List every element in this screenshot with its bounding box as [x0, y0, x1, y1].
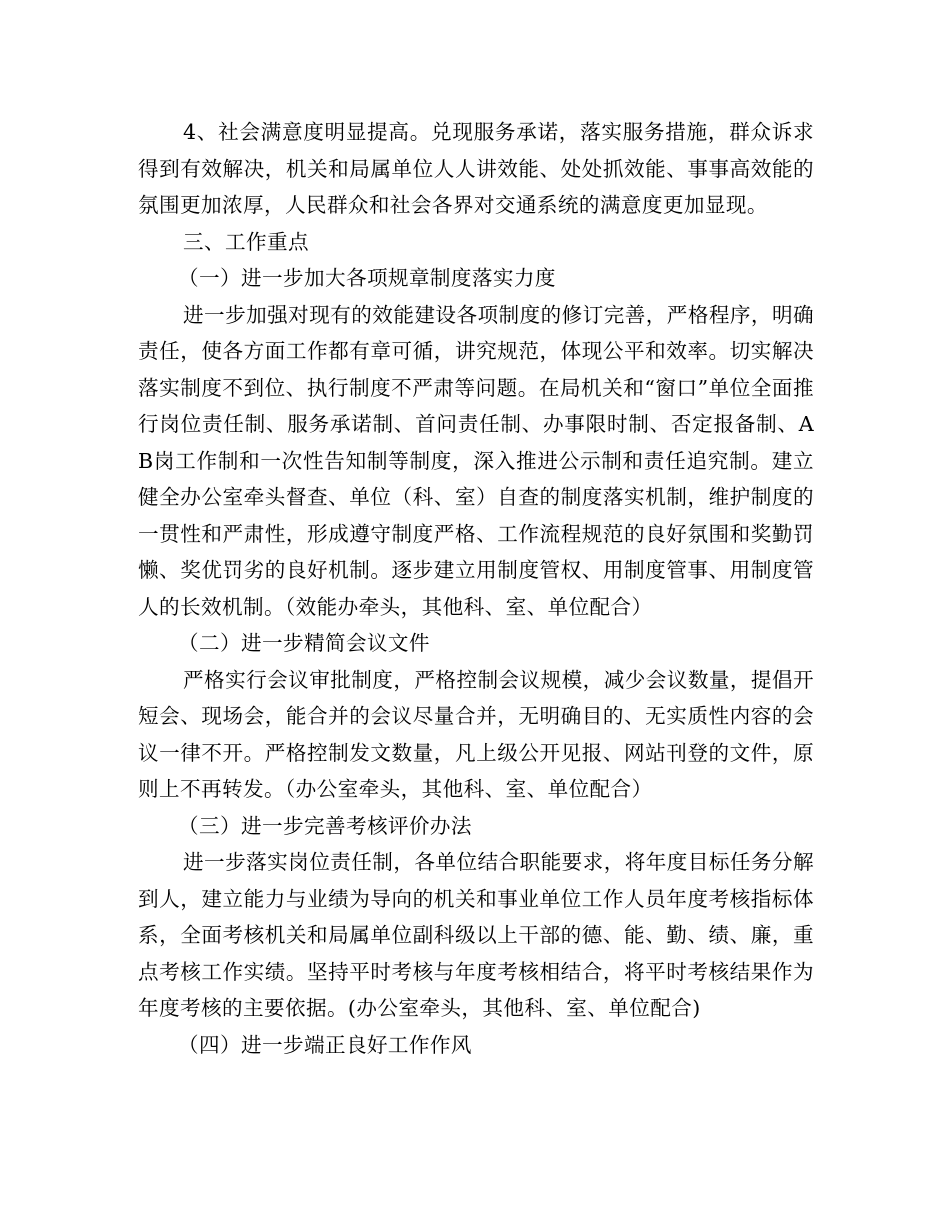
- subheading-assessment-methods: （三）进一步完善考核评价办法: [178, 813, 472, 838]
- subheading-rules-implementation: （一）进一步加大各项规章制度落实力度: [178, 266, 556, 290]
- paragraph-rules-implementation: 进一步加强对现有的效能建设各项制度的修订完善，严格程序，明确责任，使各方面工作都有章可循，讲究规范，体现公平和效率。切实解决落实制度不到位、执行制度不严肃等问题。在局机关和“窗口”单位全面推行岗位责任制、服务承诺制、首问责任制、办事限时制、否定报备制、AB岗工作制和一次性告知制等制度，深入推进公示制和责任追究制。建立健全办公室牵头督查、单位（科、室）自查的制度落实机制，维护制度的一贯性和严肃性，形成遵守制度严格、工作流程规范的良好氛围和奖勤罚懒、奖优罚劣的良好机制。逐步建立用制度管权、用制度管事、用制度管人的长效机制。（效能办牵头，其他科、室、单位配合）: [138, 302, 814, 619]
- paragraph-assessment-methods: 进一步落实岗位责任制，各单位结合职能要求，将年度目标任务分解到人，建立能力与业绩为导向的机关和事业单位工作人员年度考核指标体系，全面考核机关和局属单位副科级以上干部的德、能、勤、绩、廉，重点考核工作实绩。坚持平时考核与年度考核相结合，将平时考核结果作为年度考核的主要依据。(办公室牵头，其他科、室、单位配合): [138, 850, 814, 1020]
- subheading-work-style: （四）进一步端正良好工作作风: [178, 1032, 472, 1057]
- paragraph-streamline-meetings: 严格实行会议审批制度，严格控制会议规模，减少会议数量，提倡开短会、现场会，能合并的会议尽量合并，无明确目的、无实质性内容的会议一律不开。严格控制发文数量，凡上级公开见报、网站刊登的文件，原则上不再转发。（办公室牵头，其他科、室、单位配合）: [138, 667, 814, 801]
- paragraph-satisfaction: 4、社会满意度明显提高。兑现服务承诺，落实服务措施，群众诉求得到有效解决，机关和局属单位人人讲效能、处处抓效能、事事高效能的氛围更加浓厚，人民群众和社会各界对交通系统的满意度更加显现。: [138, 120, 814, 217]
- document-page: [138, 114, 814, 1063]
- subheading-streamline-meetings: （二）进一步精简会议文件: [178, 631, 430, 655]
- section-heading-work-focus: 三、工作重点: [183, 229, 309, 254]
